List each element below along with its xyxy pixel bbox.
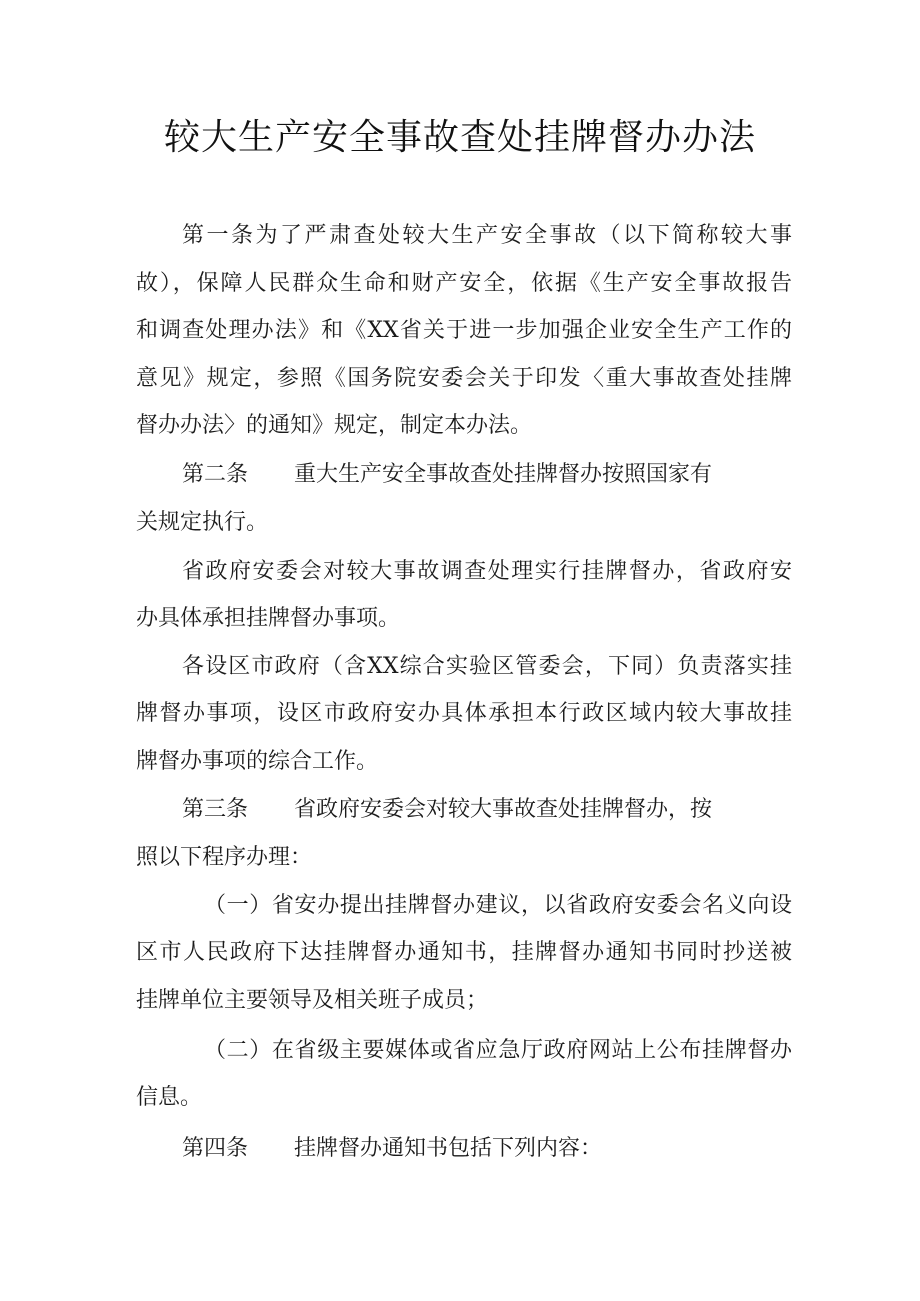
paragraph-line: 牌督办事项的综合工作。 [136,749,379,774]
document-title: 较大生产安全事故查处挂牌督办办法 [163,117,756,158]
paragraph-line: 省政府安委会对较大事故调查处理实行挂牌督办，省政府安 [182,559,792,584]
paragraph-line: 挂牌单位主要领导及相关班子成员； [136,988,489,1013]
paragraph-line: 和调查处理办法》和《XX省关于进一步加强企业安全生产工作的 [136,318,792,343]
paragraph-line: 办具体承担挂牌督办事项。 [136,606,401,631]
article-4-heading: 第四条 [182,1136,249,1161]
article-4-text: 挂牌督办通知书包括下列内容： [294,1136,603,1161]
paragraph-line: （一）省安办提出挂牌督办建议，以省政府安委会名义向设 [204,893,792,918]
paragraph-line: 信息。 [136,1085,203,1110]
paragraph-line: 区市人民政府下达挂牌督办通知书，挂牌督办通知书同时抄送被 [136,940,792,965]
paragraph-line: 牌督办事项，设区市政府安办具体承担本行政区域内较大事故挂 [136,701,792,726]
article-2-text: 重大生产安全事故查处挂牌督办按照国家有 [294,462,713,487]
paragraph-line: 意见》规定，参照《国务院安委会关于印发〈重大事故查处挂牌 [136,366,792,391]
paragraph-line: 第一条为了严肃查处较大生产安全事故（以下简称较大事 [182,223,792,248]
article-3-heading: 第三条 [182,797,249,822]
article-2-line [182,460,792,490]
paragraph-line: 故），保障人民群众生命和财产安全，依据《生产安全事故报告 [136,271,792,296]
article-3-text: 省政府安委会对较大事故查处挂牌督办，按 [294,797,713,822]
paragraph-line: 各设区市政府（含XX综合实验区管委会，下同）负责落实挂 [182,654,792,679]
paragraph-line: 照以下程序办理： [136,845,313,870]
paragraph-line: 关规定执行。 [136,510,269,535]
paragraph-line: 督办办法〉的通知》规定，制定本办法。 [136,413,533,438]
paragraph-line: （二）在省级主要媒体或省应急厅政府网站上公布挂牌督办 [204,1038,792,1063]
article-3-line [182,795,792,825]
article-4-line [182,1134,792,1164]
article-2-heading: 第二条 [182,462,249,487]
